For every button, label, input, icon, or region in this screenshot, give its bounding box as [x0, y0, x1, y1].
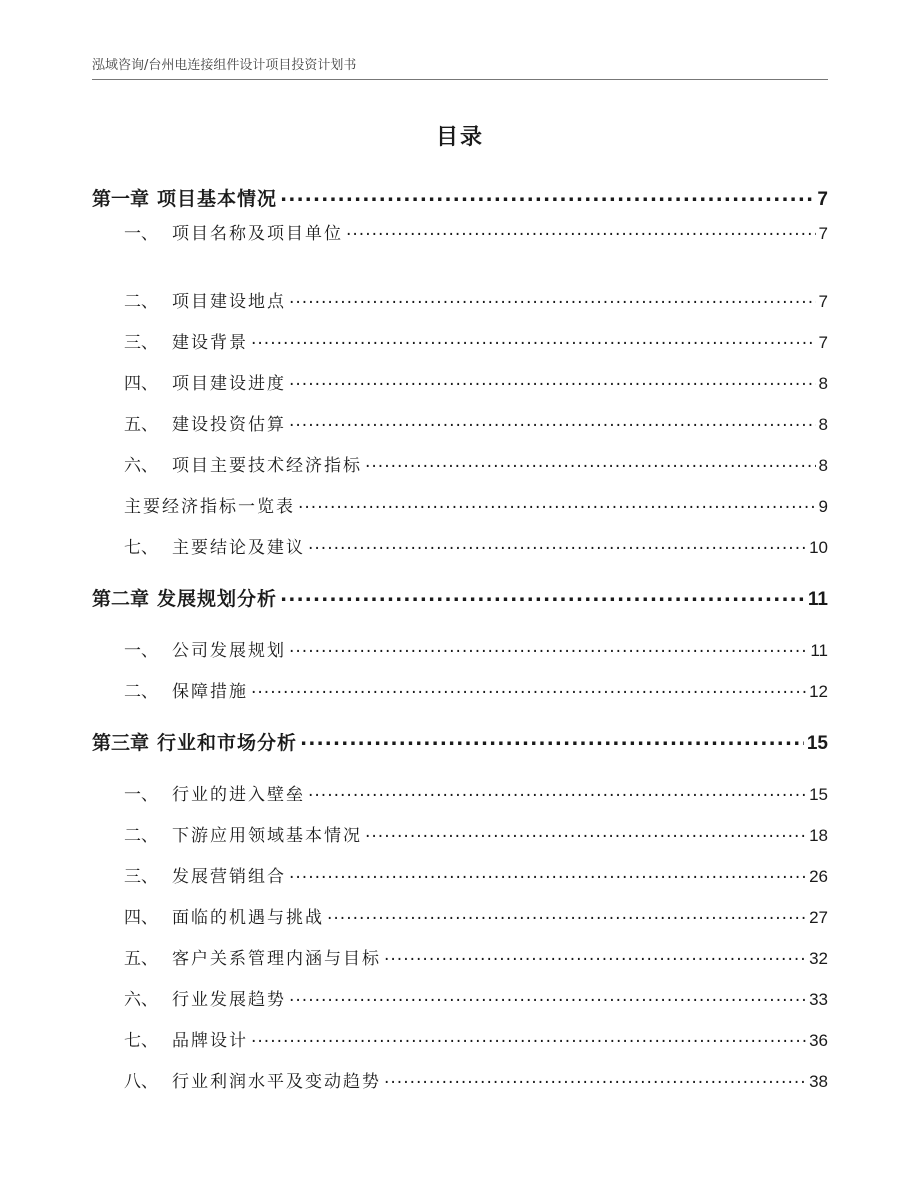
section-number: 六、	[124, 990, 158, 1010]
section-number: 六、	[124, 456, 158, 476]
dot-leader	[251, 335, 816, 352]
toc-section-entry[interactable]	[124, 903, 828, 928]
entry-label: 行业发展趋势	[172, 990, 286, 1010]
dot-leader	[289, 294, 816, 311]
toc-section-entry[interactable]	[124, 677, 828, 702]
dot-leader	[365, 458, 816, 475]
toc-title: 目录	[435, 125, 484, 150]
dot-leader	[308, 540, 806, 557]
toc-chapter-entry[interactable]	[92, 184, 828, 211]
page-number: 11	[810, 641, 828, 660]
dot-leader	[289, 992, 806, 1009]
section-number: 七、	[124, 538, 158, 558]
page-number: 12	[809, 682, 828, 701]
chapter-number: 第二章	[92, 588, 150, 610]
page-number: 32	[809, 949, 828, 968]
toc-section-entry[interactable]	[124, 1026, 828, 1051]
running-header: 泓域咨询/台州电连接组件设计项目投资计划书	[92, 58, 357, 73]
page-number: 9	[818, 497, 828, 516]
entry-label: 行业和市场分析	[157, 732, 298, 754]
section-number: 一、	[124, 785, 158, 805]
page-number: 26	[809, 867, 828, 886]
entry-label: 发展规划分析	[157, 588, 278, 610]
page-number: 10	[809, 538, 828, 557]
entry-label: 行业的进入壁垒	[172, 785, 305, 805]
dot-leader	[327, 910, 806, 927]
toc-section-entry[interactable]	[124, 410, 828, 435]
toc-section-entry[interactable]	[124, 451, 828, 476]
toc-section-entry[interactable]	[124, 1067, 828, 1092]
section-number: 八、	[124, 1072, 158, 1092]
dot-leader	[300, 734, 804, 753]
entry-label: 建设背景	[172, 333, 248, 353]
toc-section-entry[interactable]	[124, 985, 828, 1010]
entry-label: 项目名称及项目单位	[172, 224, 343, 244]
page-number: 27	[809, 908, 828, 927]
toc-section-entry[interactable]	[124, 780, 828, 805]
page-number: 8	[818, 415, 828, 434]
toc-chapter-entry[interactable]	[92, 584, 828, 611]
toc-section-entry[interactable]	[124, 287, 828, 312]
section-number: 四、	[124, 908, 158, 928]
dot-leader	[280, 190, 814, 209]
dot-leader	[251, 684, 806, 701]
toc-section-entry[interactable]	[124, 533, 828, 558]
section-number: 一、	[124, 224, 158, 244]
section-number: 三、	[124, 867, 158, 887]
section-number: 三、	[124, 333, 158, 353]
dot-leader	[298, 499, 816, 516]
entry-label: 品牌设计	[172, 1031, 248, 1051]
dot-leader	[365, 828, 806, 845]
entry-label: 项目建设进度	[172, 374, 286, 394]
toc-section-entry[interactable]	[124, 219, 828, 244]
page-number: 33	[809, 990, 828, 1009]
page-number: 7	[818, 224, 828, 243]
section-number: 二、	[124, 682, 158, 702]
dot-leader	[280, 590, 805, 609]
page-number: 18	[809, 826, 828, 845]
entry-label: 建设投资估算	[172, 415, 286, 435]
page-number: 36	[809, 1031, 828, 1050]
entry-label: 下游应用领域基本情况	[172, 826, 362, 846]
page-number: 7	[818, 333, 828, 352]
dot-leader	[289, 417, 816, 434]
toc-table-entry[interactable]	[124, 492, 828, 517]
toc-section-entry[interactable]	[124, 821, 828, 846]
toc-chapter-entry[interactable]	[92, 728, 828, 755]
entry-label: 项目基本情况	[157, 188, 278, 210]
page-number: 38	[809, 1072, 828, 1091]
section-number: 七、	[124, 1031, 158, 1051]
dot-leader	[346, 226, 816, 243]
dot-leader	[384, 951, 806, 968]
entry-label: 发展营销组合	[172, 867, 286, 887]
entry-label: 公司发展规划	[172, 641, 286, 661]
dot-leader	[308, 787, 806, 804]
page-number: 7	[817, 189, 828, 210]
entry-label: 主要结论及建议	[172, 538, 305, 558]
toc-section-entry[interactable]	[124, 636, 828, 661]
section-number: 二、	[124, 826, 158, 846]
toc-section-entry[interactable]	[124, 862, 828, 887]
toc-section-entry[interactable]	[124, 369, 828, 394]
page-number: 11	[807, 589, 828, 610]
page-number: 15	[809, 785, 828, 804]
entry-label: 面临的机遇与挑战	[172, 908, 324, 928]
dot-leader	[289, 869, 806, 886]
dot-leader	[289, 376, 816, 393]
page-number: 7	[818, 292, 828, 311]
entry-label: 客户关系管理内涵与目标	[172, 949, 381, 969]
page-number: 8	[818, 374, 828, 393]
toc-section-entry[interactable]	[124, 944, 828, 969]
dot-leader	[384, 1074, 806, 1091]
entry-label: 项目建设地点	[172, 292, 286, 312]
section-number: 二、	[124, 292, 158, 312]
section-number: 四、	[124, 374, 158, 394]
entry-label: 项目主要技术经济指标	[172, 456, 362, 476]
entry-label: 主要经济指标一览表	[124, 497, 295, 517]
section-number: 一、	[124, 641, 158, 661]
entry-label: 保障措施	[172, 682, 248, 702]
page-number: 15	[806, 733, 828, 754]
chapter-number: 第三章	[92, 732, 150, 754]
dot-leader	[251, 1033, 806, 1050]
dot-leader	[289, 643, 807, 660]
section-number: 五、	[124, 415, 158, 435]
entry-label: 行业利润水平及变动趋势	[172, 1072, 381, 1092]
page-number: 8	[818, 456, 828, 475]
toc-section-entry[interactable]	[124, 328, 828, 353]
section-number: 五、	[124, 949, 158, 969]
chapter-number: 第一章	[92, 188, 150, 210]
